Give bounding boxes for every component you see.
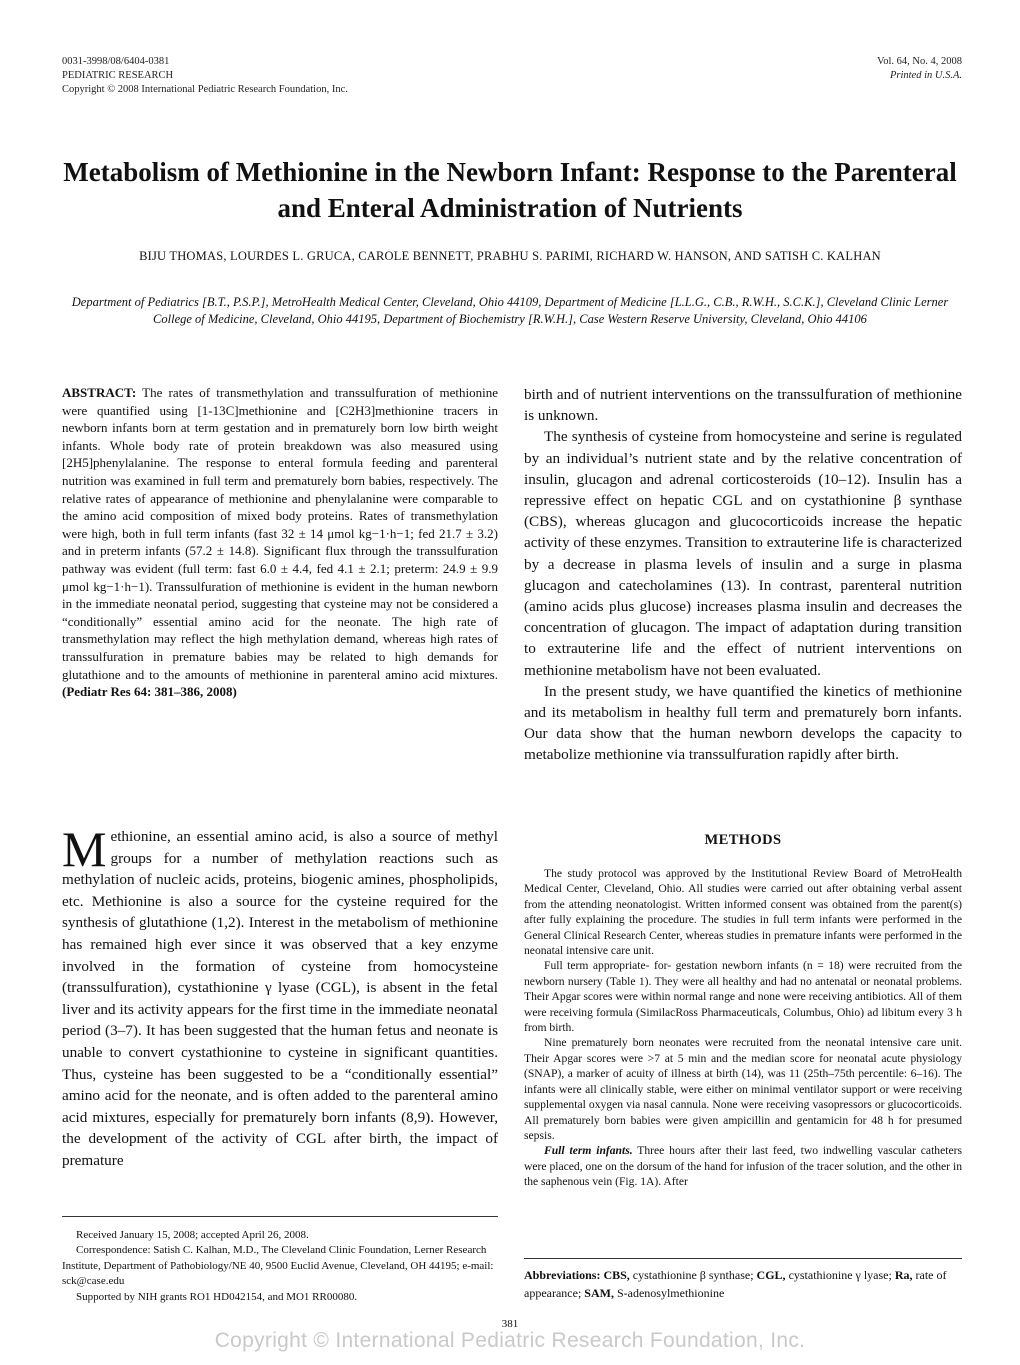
paragraph: Nine prematurely born neonates were recruited from the neonatal intensive care unit. Their Apgar scores were >7 at 5 min and the median score for neonatal acute physiology (SNAP), a marker of acuity of illness at birth (14), was 11 (25th–75th percentile: 6–16). The infants were all clinically stable, were either on minimal ventilator support or were receiving supplemental oxygen via nasal cannula. None were receiving vasopressors or glucocorticoids. All prematurely born babies were given ampicillin and gentamicin for 48 h for presumed sepsis. (524, 1036, 962, 1142)
abbreviations (524, 1266, 962, 1302)
paragraph: birth and of nutrient interventions on the transsulfuration of methionine is unknown. (524, 386, 962, 425)
abbreviations-label: Abbreviations: (524, 1268, 601, 1282)
methods-section (524, 866, 962, 1190)
journal-header-left (62, 55, 348, 97)
author-list: BIJU THOMAS, LOURDES L. GRUCA, CAROLE BENNETT, PRABHU S. PARIMI, RICHARD W. HANSON, AND SATISH C. KALHAN (139, 249, 881, 263)
footnotes (62, 1228, 498, 1305)
correspondence: Correspondence: Satish C. Kalhan, M.D., The Cleveland Clinic Foundation, Lerner Research Institute, Department of Pathobiology/NE 40, 9500 Euclid Avenue, Cleveland, OH 44195; e-mail: sck@case.edu (62, 1244, 494, 1288)
received-date: Received January 15, 2008; accepted April 26, 2008. (76, 1229, 309, 1241)
abbr-term: Ra, (894, 1268, 913, 1282)
issn: 0031-3998/08/6404-0381 (62, 56, 170, 67)
funding: Supported by NIH grants RO1 HD042154, and MO1 RR00080. (76, 1290, 358, 1303)
abbr-definition: S-adenosylmethionine (616, 1286, 725, 1300)
article-title: Metabolism of Methionine in the Newborn Infant: Response to the Parenteral and Enteral Administration of Nutrients (63, 157, 957, 223)
journal-name: PEDIATRIC RESEARCH (62, 70, 174, 81)
abbr-term: CGL, (756, 1268, 786, 1282)
paragraph-text: Three hours after their last feed, two indwelling vascular catheters were placed, one on the dorsum of the hand for infusion of the tracer solution, and the other in the saphenous vein (Fig. 1A). After (524, 1144, 962, 1189)
journal-header-right (877, 55, 962, 83)
intro-text: ethionine, an essential amino acid, is also a source of methyl groups for a number of methylation reactions such as methylation of nucleic acids, proteins, biogenic amines, phospholipids, etc. Methionine is also a source for the cysteine required for the synthesis of glutathione (1,2). Interest in the metabolism of methionine has remained high ever since it was observed that a key enzyme involved in the formation of cysteine from homocysteine (transsulfuration), cystathionine γ lyase (CGL), is absent in the fetal liver and its activity appears for the first time in the immediate neonatal period (3–7). It has been suggested that the human fetus and neonate is unable to convert cystathionine to cysteine in significant quantities. Thus, cysteine has been suggested to be a “conditionally essential” amino acid for the neonate, and is often added to the parenteral amino acid mixtures, especially for prematurely born infants (8,9). However, the development of the activity of CGL after birth, the impact of premature (62, 828, 498, 1169)
abbr-term: CBS, (603, 1268, 630, 1282)
paragraph: Full term appropriate- for- gestation newborn infants (n = 18) were recruited from the newborn nursery (Table 1). They were all healthy and had no antenatal or neonatal problems. Their Apgar scores were within normal range and none were receiving antibiotics. All of them were receiving formula (SimilacRoss Pharmaceuticals, Columbus, Ohio) ad libitum every 3 h from birth. (524, 959, 962, 1035)
footnote-divider (62, 1216, 498, 1217)
paragraph: In the present study, we have quantified the kinetics of methionine and its metabolism in healthy full term and prematurely born infants. Our data show that the human newborn develops the capacity to metabolize methionine via transsulfuration rapidly after birth. (524, 682, 962, 764)
paragraph: The synthesis of cysteine from homocysteine and serine is regulated by an individual’s nutrient state and by the relative concentration of insulin, glucagon and adrenal corticosteroids (10–12). Insulin has a repressive effect on hepatic CGL and on cystathionine β synthase (CBS), whereas glucagon and glucocorticoids increase the hepatic activity of these enzymes. Transition to extrauterine life is characterized by a decrease in plasma levels of insulin and a surge in plasma glucagon and catecholamines (13). In contrast, parenteral nutrition (amino acids plus glucose) increases plasma insulin and decreases the concentration of glucagon. The impact of adaptation during transition to extrauterine life and the effect of nutrient interventions on methionine metabolism have not been evaluated. (524, 428, 962, 679)
abstract-label: ABSTRACT: (62, 385, 137, 400)
copyright-watermark: Copyright © International Pediatric Research Foundation, Inc. (214, 1329, 806, 1352)
abstract (62, 384, 498, 701)
page-number: 381 (501, 1318, 519, 1330)
abbr-term: SAM, (584, 1286, 614, 1300)
abbr-definition: cystathionine β synthase; (632, 1268, 754, 1282)
abbr-definition: cystathionine γ lyase; (788, 1268, 892, 1282)
copyright-line: Copyright © 2008 International Pediatric Research Foundation, Inc. (62, 84, 348, 95)
abbreviations-divider (524, 1258, 962, 1259)
subsection-label: Full term infants. (544, 1144, 633, 1158)
printed-in: Printed in U.S.A. (889, 70, 962, 81)
introduction (62, 821, 498, 1172)
affiliations: Department of Pediatrics [B.T., P.S.P.], MetroHealth Medical Center, Cleveland, Ohio 44109, Department of Medicine [L.L.G., C.B., R.W.H., S.C.K.], Cleveland Clinic Lerner College of Medicine, Cleveland, Ohio 44195, Department of Biochemistry [R.W.H.], Case Western Reserve University, Cleveland, Ohio 44106 (71, 295, 949, 326)
abstract-citation: (Pediatr Res 64: 381–386, 2008) (62, 684, 237, 700)
drop-cap: M (62, 821, 107, 877)
abstract-text: The rates of transmethylation and transsulfuration of methionine were quantified using [1-13C]methionine and [C2H3]methionine tracers in newborn infants born at term gestation and in prematurely born low birth weight infants. Whole body rate of protein breakdown was also measured using [2H5]phenylalanine. The response to enteral formula feeding and parenteral nutrition was examined in full term and prematurely born babies, respectively. The relative rates of appearance of methionine and phenylalanine were comparable to the amino acid composition of mixed body proteins. Rates of transmethylation were high, both in full term infants (fast 32 ± 14 μmol kg−1·h−1; fed 21.7 ± 3.2) and in preterm infants (57.2 ± 14.8). Significant flux through the transsulfuration pathway was evident (full term: fast 6.0 ± 4.4, fed 4.1 ± 2.1; preterm: 24.9 ± 9.9 μmol kg−1·h−1). Transsulfuration of methionine is evident in the human newborn in the immediate neonatal period, suggesting that cysteine may not be considered a “conditionally” essential amino acid for the neonate. The high rate of transmethylation may reflect the high methylation demand, whereas high rates of transsulfuration in premature babies may be related to high demands for glutathione and to the amounts of methionine in parenteral amino acid mixtures. (62, 385, 498, 682)
methods-heading: METHODS (704, 832, 782, 848)
paragraph: The study protocol was approved by the Institutional Review Board of MetroHealth Medical Center, Cleveland, Ohio. All studies were carried out after obtaining verbal assent from the attending neonatologist. Written informed consent was obtained from the parent(s) after fully explaining the procedure. The studies in full term infants were performed in the General Clinical Research Center, whereas studies in premature infants were performed in the neonatal intensive care unit. (524, 867, 962, 958)
paragraph (524, 1143, 962, 1189)
volume-info: Vol. 64, No. 4, 2008 (877, 56, 962, 67)
right-column-intro (524, 384, 962, 766)
abbr-definition: rate of appearance; (524, 1268, 947, 1300)
